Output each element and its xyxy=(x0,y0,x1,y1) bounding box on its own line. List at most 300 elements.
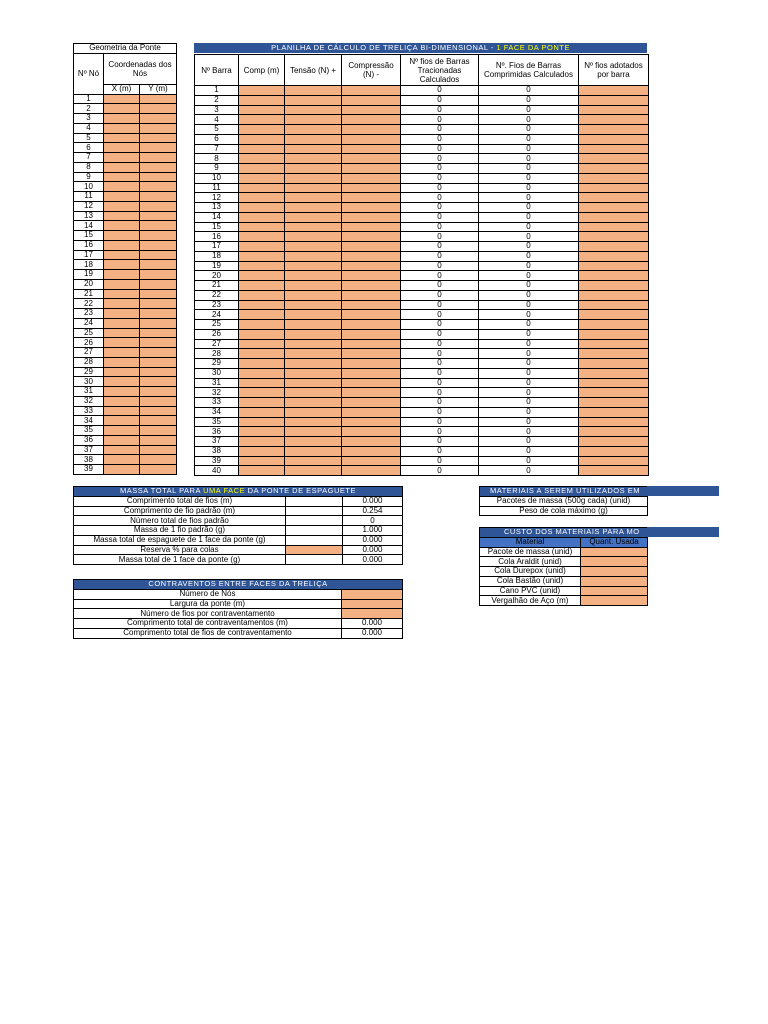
custo-quant-input[interactable] xyxy=(581,596,648,606)
adopted-wires-input[interactable] xyxy=(579,359,649,369)
bar-compression-input[interactable] xyxy=(342,437,401,447)
node-x-input[interactable] xyxy=(104,289,140,299)
adopted-wires-input[interactable] xyxy=(579,446,649,456)
bar-tension-input[interactable] xyxy=(285,144,342,154)
bar-tension-input[interactable] xyxy=(285,183,342,193)
node-x-input[interactable] xyxy=(104,123,140,133)
node-x-input[interactable] xyxy=(104,104,140,114)
bar-compression-input[interactable] xyxy=(342,261,401,271)
bar-length-input[interactable] xyxy=(239,339,285,349)
node-x-input[interactable] xyxy=(104,299,140,309)
adopted-wires-input[interactable] xyxy=(579,329,649,339)
bar-compression-input[interactable] xyxy=(342,125,401,135)
bar-compression-input[interactable] xyxy=(342,300,401,310)
bar-length-input[interactable] xyxy=(239,242,285,252)
bar-tension-input[interactable] xyxy=(285,95,342,105)
node-y-input[interactable] xyxy=(140,192,177,202)
node-y-input[interactable] xyxy=(140,133,177,143)
bar-compression-input[interactable] xyxy=(342,193,401,203)
node-x-input[interactable] xyxy=(104,270,140,280)
custo-material: Cola Araldit (unid) xyxy=(480,557,581,567)
bar-tension-input[interactable] xyxy=(285,203,342,213)
bar-length-input[interactable] xyxy=(239,134,285,144)
bar-tension-input[interactable] xyxy=(285,456,342,466)
node-y-input[interactable] xyxy=(140,309,177,319)
tension-header: Tensão (N) + xyxy=(285,55,342,86)
traction-wires-value: 0 xyxy=(401,281,479,291)
bar-number: 9 xyxy=(195,164,239,174)
bar-length-input[interactable] xyxy=(239,407,285,417)
geometry-row xyxy=(74,143,177,153)
node-y-input[interactable] xyxy=(140,377,177,387)
adopted-wires-input[interactable] xyxy=(579,349,649,359)
coords-header: Coordenadas dos Nós xyxy=(104,53,177,84)
bar-row xyxy=(195,193,649,203)
bar-row xyxy=(195,222,649,232)
bar-tension-input[interactable] xyxy=(285,407,342,417)
bar-length-input[interactable] xyxy=(239,193,285,203)
node-x-input[interactable] xyxy=(104,338,140,348)
custo-quant-input[interactable] xyxy=(581,547,648,557)
adopted-wires-input[interactable] xyxy=(579,203,649,213)
bar-length-input[interactable] xyxy=(239,349,285,359)
bar-tension-input[interactable] xyxy=(285,378,342,388)
bar-compression-input[interactable] xyxy=(342,466,401,476)
adopted-wires-input[interactable] xyxy=(579,417,649,427)
geometry-row xyxy=(74,240,177,250)
node-x-input[interactable] xyxy=(104,406,140,416)
bar-compression-input[interactable] xyxy=(342,105,401,115)
node-y-input[interactable] xyxy=(140,221,177,231)
node-y-input[interactable] xyxy=(140,445,177,455)
compression-wires-value: 0 xyxy=(479,222,579,232)
bar-length-input[interactable] xyxy=(239,203,285,213)
node-y-input[interactable] xyxy=(140,231,177,241)
node-x-input[interactable] xyxy=(104,260,140,270)
node-y-input[interactable] xyxy=(140,387,177,397)
bar-tension-input[interactable] xyxy=(285,398,342,408)
node-y-input[interactable] xyxy=(140,211,177,221)
bar-length-input[interactable] xyxy=(239,144,285,154)
bar-compression-input[interactable] xyxy=(342,251,401,261)
bar-tension-input[interactable] xyxy=(285,329,342,339)
bar-length-input[interactable] xyxy=(239,368,285,378)
bar-compression-input[interactable] xyxy=(342,271,401,281)
bar-compression-input[interactable] xyxy=(342,407,401,417)
node-y-input[interactable] xyxy=(140,289,177,299)
bar-length-input[interactable] xyxy=(239,271,285,281)
bar-compression-input[interactable] xyxy=(342,183,401,193)
adopted-wires-input[interactable] xyxy=(579,183,649,193)
bar-tension-input[interactable] xyxy=(285,300,342,310)
geometry-row xyxy=(74,279,177,289)
bar-length-input[interactable] xyxy=(239,183,285,193)
bar-tension-input[interactable] xyxy=(285,446,342,456)
node-x-input[interactable] xyxy=(104,455,140,465)
node-y-input[interactable] xyxy=(140,240,177,250)
bar-length-input[interactable] xyxy=(239,125,285,135)
contraventos-input[interactable] xyxy=(342,609,403,619)
node-x-input[interactable] xyxy=(104,231,140,241)
adopted-wires-input[interactable] xyxy=(579,125,649,135)
adopted-wires-input[interactable] xyxy=(579,86,649,96)
node-y-input[interactable] xyxy=(140,279,177,289)
bar-row xyxy=(195,290,649,300)
adopted-wires-input[interactable] xyxy=(579,105,649,115)
bar-length-input[interactable] xyxy=(239,329,285,339)
adopted-wires-input[interactable] xyxy=(579,310,649,320)
bar-length-input[interactable] xyxy=(239,456,285,466)
bar-length-input[interactable] xyxy=(239,212,285,222)
node-y-input[interactable] xyxy=(140,367,177,377)
node-x-input[interactable] xyxy=(104,192,140,202)
bar-compression-input[interactable] xyxy=(342,242,401,252)
node-y-input[interactable] xyxy=(140,104,177,114)
node-y-input[interactable] xyxy=(140,114,177,124)
massa-value: 0.000 xyxy=(343,535,403,545)
massa-spacer xyxy=(286,555,343,565)
adopted-wires-input[interactable] xyxy=(579,115,649,125)
bar-compression-input[interactable] xyxy=(342,115,401,125)
bar-tension-input[interactable] xyxy=(285,417,342,427)
node-y-input[interactable] xyxy=(140,123,177,133)
traction-wires-value: 0 xyxy=(401,105,479,115)
bar-tension-input[interactable] xyxy=(285,281,342,291)
custo-quant-input[interactable] xyxy=(581,567,648,577)
bar-compression-input[interactable] xyxy=(342,281,401,291)
bar-tension-input[interactable] xyxy=(285,154,342,164)
node-x-input[interactable] xyxy=(104,367,140,377)
adopted-wires-input[interactable] xyxy=(579,261,649,271)
bar-compression-input[interactable] xyxy=(342,388,401,398)
adopted-wires-input[interactable] xyxy=(579,222,649,232)
adopted-wires-input[interactable] xyxy=(579,134,649,144)
bar-tension-input[interactable] xyxy=(285,359,342,369)
bar-compression-input[interactable] xyxy=(342,359,401,369)
bar-length-input[interactable] xyxy=(239,164,285,174)
node-x-input[interactable] xyxy=(104,153,140,163)
node-number: 5 xyxy=(74,133,104,143)
node-x-input[interactable] xyxy=(104,114,140,124)
bar-compression-input[interactable] xyxy=(342,417,401,427)
node-x-input[interactable] xyxy=(104,348,140,358)
bar-number: 4 xyxy=(195,115,239,125)
contraventos-input[interactable] xyxy=(342,599,403,609)
node-x-input[interactable] xyxy=(104,240,140,250)
node-y-input[interactable] xyxy=(140,172,177,182)
bar-tension-input[interactable] xyxy=(285,339,342,349)
compression-wires-value: 0 xyxy=(479,183,579,193)
node-x-input[interactable] xyxy=(104,387,140,397)
bar-compression-input[interactable] xyxy=(342,398,401,408)
node-x-input[interactable] xyxy=(104,162,140,172)
bar-tension-input[interactable] xyxy=(285,349,342,359)
node-x-input[interactable] xyxy=(104,318,140,328)
node-y-input[interactable] xyxy=(140,260,177,270)
adopted-wires-input[interactable] xyxy=(579,251,649,261)
node-y-input[interactable] xyxy=(140,357,177,367)
bar-tension-input[interactable] xyxy=(285,212,342,222)
adopted-wires-input[interactable] xyxy=(579,212,649,222)
massa-table xyxy=(73,486,403,565)
node-y-input[interactable] xyxy=(140,406,177,416)
bar-compression-input[interactable] xyxy=(342,134,401,144)
bar-row xyxy=(195,144,649,154)
adopted-wires-input[interactable] xyxy=(579,320,649,330)
geometry-row xyxy=(74,114,177,124)
node-x-input[interactable] xyxy=(104,211,140,221)
traction-wires-value: 0 xyxy=(401,456,479,466)
bar-number: 24 xyxy=(195,310,239,320)
node-x-input[interactable] xyxy=(104,250,140,260)
bar-length-input[interactable] xyxy=(239,173,285,183)
bar-length-input[interactable] xyxy=(239,261,285,271)
bar-length-input[interactable] xyxy=(239,320,285,330)
bar-tension-input[interactable] xyxy=(285,427,342,437)
bar-length-input[interactable] xyxy=(239,154,285,164)
bar-compression-input[interactable] xyxy=(342,212,401,222)
bar-length-input[interactable] xyxy=(239,310,285,320)
bar-compression-input[interactable] xyxy=(342,329,401,339)
node-x-input[interactable] xyxy=(104,357,140,367)
bar-row xyxy=(195,466,649,476)
bar-compression-input[interactable] xyxy=(342,86,401,96)
node-y-input[interactable] xyxy=(140,299,177,309)
bar-compression-input[interactable] xyxy=(342,320,401,330)
bar-compression-input[interactable] xyxy=(342,173,401,183)
adopted-wires-input[interactable] xyxy=(579,154,649,164)
node-y-input[interactable] xyxy=(140,250,177,260)
geometry-row xyxy=(74,465,177,475)
adopted-wires-input[interactable] xyxy=(579,339,649,349)
adopted-wires-input[interactable] xyxy=(579,173,649,183)
bar-length-input[interactable] xyxy=(239,95,285,105)
node-x-input[interactable] xyxy=(104,309,140,319)
bar-length-input[interactable] xyxy=(239,466,285,476)
bar-tension-input[interactable] xyxy=(285,222,342,232)
materiais-label: Pacotes de massa (500g cada) (unid) xyxy=(480,496,648,506)
bar-tension-input[interactable] xyxy=(285,271,342,281)
adopted-wires-input[interactable] xyxy=(579,437,649,447)
node-x-input[interactable] xyxy=(104,182,140,192)
bar-length-input[interactable] xyxy=(239,86,285,96)
traction-wires-value: 0 xyxy=(401,368,479,378)
node-y-input[interactable] xyxy=(140,318,177,328)
adopted-wires-input[interactable] xyxy=(579,242,649,252)
bar-compression-input[interactable] xyxy=(342,95,401,105)
bar-compression-input[interactable] xyxy=(342,310,401,320)
custo-quant-input[interactable] xyxy=(581,586,648,596)
bar-tension-input[interactable] xyxy=(285,232,342,242)
node-x-input[interactable] xyxy=(104,328,140,338)
geometry-row xyxy=(74,318,177,328)
bar-compression-input[interactable] xyxy=(342,144,401,154)
node-x-input[interactable] xyxy=(104,426,140,436)
bar-compression-input[interactable] xyxy=(342,203,401,213)
traction-wires-value: 0 xyxy=(401,310,479,320)
node-y-input[interactable] xyxy=(140,348,177,358)
node-y-input[interactable] xyxy=(140,270,177,280)
node-y-input[interactable] xyxy=(140,201,177,211)
bar-length-input[interactable] xyxy=(239,388,285,398)
bar-tension-input[interactable] xyxy=(285,261,342,271)
node-x-input[interactable] xyxy=(104,465,140,475)
node-x-input[interactable] xyxy=(104,416,140,426)
adopted-wires-input[interactable] xyxy=(579,368,649,378)
bar-compression-input[interactable] xyxy=(342,222,401,232)
custo-quant-input[interactable] xyxy=(581,557,648,567)
adopted-wires-input[interactable] xyxy=(579,95,649,105)
bar-tension-input[interactable] xyxy=(285,125,342,135)
bar-length-input[interactable] xyxy=(239,437,285,447)
adopted-wires-input[interactable] xyxy=(579,407,649,417)
bar-length-input[interactable] xyxy=(239,281,285,291)
bar-compression-input[interactable] xyxy=(342,368,401,378)
bar-tension-input[interactable] xyxy=(285,134,342,144)
node-x-input[interactable] xyxy=(104,172,140,182)
node-y-input[interactable] xyxy=(140,143,177,153)
bar-tension-input[interactable] xyxy=(285,310,342,320)
massa-label: Reserva % para colas xyxy=(74,545,286,555)
compression-wires-header: Nº. Fios de Barras Comprimidas Calculados xyxy=(479,55,579,86)
reserva-input[interactable] xyxy=(286,545,343,555)
node-x-input[interactable] xyxy=(104,133,140,143)
bar-compression-input[interactable] xyxy=(342,290,401,300)
bar-tension-input[interactable] xyxy=(285,86,342,96)
bar-tension-input[interactable] xyxy=(285,466,342,476)
geometry-row xyxy=(74,104,177,114)
node-y-input[interactable] xyxy=(140,328,177,338)
node-x-input[interactable] xyxy=(104,201,140,211)
adopted-wires-input[interactable] xyxy=(579,144,649,154)
bar-number: 21 xyxy=(195,281,239,291)
adopted-wires-input[interactable] xyxy=(579,290,649,300)
node-x-input[interactable] xyxy=(104,435,140,445)
bar-compression-input[interactable] xyxy=(342,378,401,388)
node-y-input[interactable] xyxy=(140,426,177,436)
custo-quant-input[interactable] xyxy=(581,576,648,586)
bar-row xyxy=(195,349,649,359)
custo-row xyxy=(480,576,648,586)
bar-tension-input[interactable] xyxy=(285,173,342,183)
adopted-wires-input[interactable] xyxy=(579,300,649,310)
bar-length-input[interactable] xyxy=(239,427,285,437)
bar-length-input[interactable] xyxy=(239,290,285,300)
contraventos-input[interactable] xyxy=(342,589,403,599)
adopted-wires-input[interactable] xyxy=(579,281,649,291)
node-x-input[interactable] xyxy=(104,396,140,406)
adopted-wires-input[interactable] xyxy=(579,388,649,398)
custo-row xyxy=(480,596,648,606)
bar-compression-input[interactable] xyxy=(342,446,401,456)
adopted-wires-input[interactable] xyxy=(579,427,649,437)
adopted-wires-input[interactable] xyxy=(579,398,649,408)
bar-compression-input[interactable] xyxy=(342,456,401,466)
compression-wires-value: 0 xyxy=(479,232,579,242)
node-x-input[interactable] xyxy=(104,221,140,231)
bar-tension-input[interactable] xyxy=(285,388,342,398)
adopted-wires-input[interactable] xyxy=(579,193,649,203)
traction-wires-value: 0 xyxy=(401,349,479,359)
bar-number: 35 xyxy=(195,417,239,427)
bar-tension-input[interactable] xyxy=(285,437,342,447)
bar-length-input[interactable] xyxy=(239,398,285,408)
bar-length-input[interactable] xyxy=(239,251,285,261)
adopted-wires-input[interactable] xyxy=(579,378,649,388)
bar-compression-input[interactable] xyxy=(342,154,401,164)
bar-compression-input[interactable] xyxy=(342,232,401,242)
bar-compression-input[interactable] xyxy=(342,349,401,359)
bar-compression-input[interactable] xyxy=(342,164,401,174)
bar-length-input[interactable] xyxy=(239,378,285,388)
bar-compression-input[interactable] xyxy=(342,339,401,349)
compression-wires-value: 0 xyxy=(479,271,579,281)
bar-number: 16 xyxy=(195,232,239,242)
traction-wires-value: 0 xyxy=(401,320,479,330)
bar-tension-input[interactable] xyxy=(285,242,342,252)
bar-length-input[interactable] xyxy=(239,300,285,310)
materiais-title-extension xyxy=(647,486,719,496)
adopted-wires-input[interactable] xyxy=(579,271,649,281)
bar-length-input[interactable] xyxy=(239,105,285,115)
node-y-input[interactable] xyxy=(140,396,177,406)
bar-length-input[interactable] xyxy=(239,446,285,456)
bar-tension-input[interactable] xyxy=(285,368,342,378)
bar-row xyxy=(195,417,649,427)
adopted-wires-input[interactable] xyxy=(579,164,649,174)
massa-value: 0.000 xyxy=(343,555,403,565)
bar-tension-input[interactable] xyxy=(285,105,342,115)
massa-label: Massa total de 1 face da ponte (g) xyxy=(74,555,286,565)
adopted-wires-input[interactable] xyxy=(579,456,649,466)
node-y-input[interactable] xyxy=(140,416,177,426)
bar-tension-input[interactable] xyxy=(285,193,342,203)
bar-tension-input[interactable] xyxy=(285,320,342,330)
node-x-input[interactable] xyxy=(104,94,140,104)
bar-length-input[interactable] xyxy=(239,359,285,369)
bar-tension-input[interactable] xyxy=(285,164,342,174)
bar-length-input[interactable] xyxy=(239,417,285,427)
node-x-input[interactable] xyxy=(104,279,140,289)
node-y-input[interactable] xyxy=(140,338,177,348)
bar-tension-input[interactable] xyxy=(285,115,342,125)
geometry-row xyxy=(74,445,177,455)
bar-compression-input[interactable] xyxy=(342,427,401,437)
node-y-input[interactable] xyxy=(140,455,177,465)
traction-wires-value: 0 xyxy=(401,95,479,105)
node-x-input[interactable] xyxy=(104,377,140,387)
bar-tension-input[interactable] xyxy=(285,290,342,300)
node-y-input[interactable] xyxy=(140,94,177,104)
bar-length-input[interactable] xyxy=(239,232,285,242)
node-y-input[interactable] xyxy=(140,435,177,445)
adopted-wires-input[interactable] xyxy=(579,466,649,476)
node-y-input[interactable] xyxy=(140,153,177,163)
node-number: 23 xyxy=(74,309,104,319)
bar-length-input[interactable] xyxy=(239,115,285,125)
node-y-input[interactable] xyxy=(140,182,177,192)
bar-tension-input[interactable] xyxy=(285,251,342,261)
node-x-input[interactable] xyxy=(104,143,140,153)
node-number: 27 xyxy=(74,348,104,358)
node-y-input[interactable] xyxy=(140,465,177,475)
adopted-wires-input[interactable] xyxy=(579,232,649,242)
bar-length-input[interactable] xyxy=(239,222,285,232)
node-x-input[interactable] xyxy=(104,445,140,455)
node-y-input[interactable] xyxy=(140,162,177,172)
contraventos-label: Número de Nós xyxy=(74,589,342,599)
bar-row xyxy=(195,456,649,466)
